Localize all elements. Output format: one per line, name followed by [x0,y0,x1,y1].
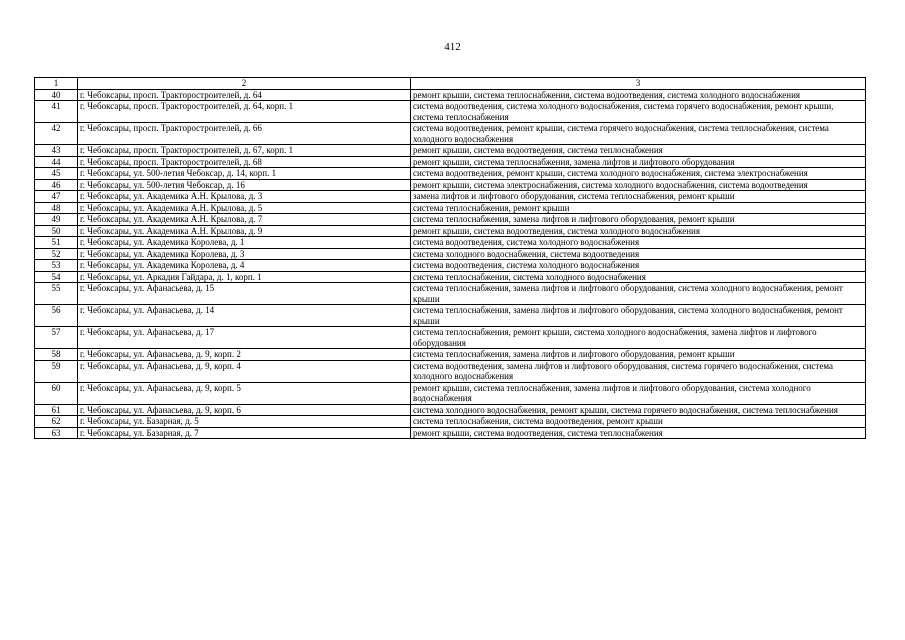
address-cell: г. Чебоксары, просп. Тракторостроителей, д. 64 [78,89,411,101]
works-text: система теплоснабжения, система холодного водоснабжения [413,271,646,282]
column-header-number: 1 [35,78,78,90]
row-number-cell: 45 [35,168,78,180]
row-number-cell: 40 [35,89,78,101]
address-cell: г. Чебоксары, ул. Афанасьева, д. 14 [78,305,411,327]
works-cell [411,145,866,157]
address-cell: г. Чебоксары, ул. Академика Королева, д. 1 [78,237,411,249]
buildings-table [34,77,866,439]
works-text: система водоотведения, ремонт крыши, система холодного водоснабжения, система электроснабжения [413,168,808,178]
table-row [35,225,866,237]
row-number-cell: 60 [35,382,78,404]
table-row [35,427,866,439]
works-cell [411,248,866,260]
works-cell [411,156,866,168]
table-body [35,78,866,439]
table-row [35,191,866,203]
address-cell: г. Чебоксары, просп. Тракторостроителей, д. 66 [78,123,411,145]
works-text: система теплоснабжения, ремонт крыши, система холодного водоснабжения, замена лифтов и лифтового оборудования [413,327,817,348]
works-text: система водоотведения, система холодного водоснабжения [413,260,640,270]
works-cell [411,327,866,349]
row-number-cell: 46 [35,179,78,191]
works-cell [411,179,866,191]
address-cell: г. Чебоксары, просп. Тракторостроителей, д. 67, корп. 1 [78,145,411,157]
row-number-cell: 50 [35,225,78,237]
address-cell: г. Чебоксары, ул. Академика Королева, д. 3 [78,248,411,260]
row-number-cell: 42 [35,123,78,145]
address-cell: г. Чебоксары, ул. Академика А.Н. Крылова, д. 9 [78,225,411,237]
row-number-cell: 58 [35,349,78,361]
works-cell [411,271,866,283]
address-cell: г. Чебоксары, ул. 500-летия Чебоксар, д. 16 [78,179,411,191]
works-text: система водоотведения, система холодного водоснабжения [413,237,640,247]
row-number-cell: 49 [35,214,78,226]
works-cell [411,101,866,123]
address-cell: г. Чебоксары, ул. Афанасьева, д. 17 [78,327,411,349]
row-number-cell: 53 [35,260,78,272]
table-row [35,89,866,101]
table-row [35,327,866,349]
address-cell: г. Чебоксары, просп. Тракторостроителей, д. 64, корп. 1 [78,101,411,123]
address-cell: г. Чебоксары, ул. Академика А.Н. Крылова, д. 5 [78,202,411,214]
works-cell [411,416,866,428]
table-row [35,404,866,416]
works-text: ремонт крыши, система водоотведения, система холодного водоснабжения [413,225,700,236]
works-text: система холодного водоснабжения, ремонт крыши, система горячего водоснабжения, система теплоснабжения [413,404,838,415]
row-number-cell: 61 [35,404,78,416]
works-cell [411,214,866,226]
table-row [35,237,866,249]
works-text: система теплоснабжения, замена лифтов и лифтового оборудования, система холодного водоснабжения, ремонт крыши [413,305,843,326]
row-number-cell: 63 [35,427,78,439]
works-cell [411,349,866,361]
works-text: система водоотведения, ремонт крыши, система горячего водоснабжения, система теплоснабжения, система холодного водоснабжения [413,123,829,144]
table-row [35,305,866,327]
works-text: система теплоснабжения, система водоотведения, ремонт крыши [413,416,663,426]
column-header-address: 2 [78,78,411,90]
page-number: 412 [444,41,461,53]
works-cell [411,382,866,404]
table-row [35,260,866,272]
address-cell: г. Чебоксары, ул. Афанасьева, д. 9, корп. 4 [78,360,411,382]
works-cell [411,123,866,145]
works-text: система водоотведения, замена лифтов и лифтового оборудования, система горячего водоснабжения, система холодного водоснабжения [413,360,833,381]
address-cell: г. Чебоксары, ул. Афанасьева, д. 9, корп. 2 [78,349,411,361]
table-row [35,145,866,157]
works-cell [411,202,866,214]
table-row [35,179,866,191]
table-row [35,123,866,145]
works-text: система холодного водоснабжения, система водоотведения [413,248,640,259]
row-number-cell: 44 [35,156,78,168]
address-cell: г. Чебоксары, ул. Афанасьева, д. 15 [78,283,411,305]
row-number-cell: 62 [35,416,78,428]
works-text: система теплоснабжения, замена лифтов и лифтового оборудования, система холодного водоснабжения, ремонт крыши [413,283,843,304]
row-number-cell: 55 [35,283,78,305]
row-number-cell: 56 [35,305,78,327]
works-text: система теплоснабжения, ремонт крыши [413,202,570,213]
table-row [35,168,866,180]
table-row [35,349,866,361]
table-row [35,248,866,260]
table-row [35,283,866,305]
row-number-cell: 54 [35,271,78,283]
works-cell [411,225,866,237]
works-text: ремонт крыши, система электроснабжения, система холодного водоснабжения, система водоотведения [413,179,808,190]
row-number-cell: 59 [35,360,78,382]
works-cell [411,427,866,439]
works-cell [411,89,866,101]
works-text: ремонт крыши, система водоотведения, система теплоснабжения [413,427,663,438]
table-row [35,202,866,214]
works-cell [411,283,866,305]
works-cell [411,305,866,327]
works-cell [411,168,866,180]
table-row [35,214,866,226]
table-row [35,101,866,123]
address-cell: г. Чебоксары, ул. Базарная, д. 5 [78,416,411,428]
address-cell: г. Чебоксары, ул. Академика Королева, д. 4 [78,260,411,272]
row-number-cell: 52 [35,248,78,260]
works-cell [411,404,866,416]
address-cell: г. Чебоксары, ул. 500-летия Чебоксар, д. 14, корп. 1 [78,168,411,180]
works-text: система теплоснабжения, замена лифтов и лифтового оборудования, ремонт крыши [413,214,735,224]
address-cell: г. Чебоксары, ул. Аркадия Гайдара, д. 1, корп. 1 [78,271,411,283]
row-number-cell: 43 [35,145,78,157]
works-text: ремонт крыши, система водоотведения, система теплоснабжения [413,145,663,155]
row-number-cell: 41 [35,101,78,123]
works-cell [411,360,866,382]
table-header-row [35,78,866,90]
works-cell [411,237,866,249]
address-cell: г. Чебоксары, ул. Академика А.Н. Крылова, д. 7 [78,214,411,226]
works-text: ремонт крыши, система теплоснабжения, замена лифтов и лифтового оборудования [413,156,735,167]
column-header-works: 3 [411,78,866,90]
row-number-cell: 51 [35,237,78,249]
address-cell: г. Чебоксары, ул. Афанасьева, д. 9, корп. 6 [78,404,411,416]
works-text: ремонт крыши, система теплоснабжения, замена лифтов и лифтового оборудования, система холодного водоснабжения [413,382,811,403]
address-cell: г. Чебоксары, ул. Афанасьева, д. 9, корп. 5 [78,382,411,404]
address-cell: г. Чебоксары, ул. Академика А.Н. Крылова, д. 3 [78,191,411,203]
works-text: ремонт крыши, система теплоснабжения, система водоотведения, система холодного водоснабжения [413,89,801,100]
table-row [35,156,866,168]
table-row [35,382,866,404]
works-text: система теплоснабжения, замена лифтов и лифтового оборудования, ремонт крыши [413,349,735,359]
table-row [35,416,866,428]
address-cell: г. Чебоксары, ул. Базарная, д. 7 [78,427,411,439]
row-number-cell: 48 [35,202,78,214]
row-number-cell: 47 [35,191,78,203]
address-cell: г. Чебоксары, просп. Тракторостроителей, д. 68 [78,156,411,168]
works-cell [411,260,866,272]
table-row [35,271,866,283]
table-row [35,360,866,382]
works-text: система водоотведения, система холодного водоснабжения, система горячего водоснабжения, ремонт крыши, система теплоснабжения [413,101,834,122]
works-cell [411,191,866,203]
row-number-cell: 57 [35,327,78,349]
works-text: замена лифтов и лифтового оборудования, система теплоснабжения, ремонт крыши [413,191,735,201]
